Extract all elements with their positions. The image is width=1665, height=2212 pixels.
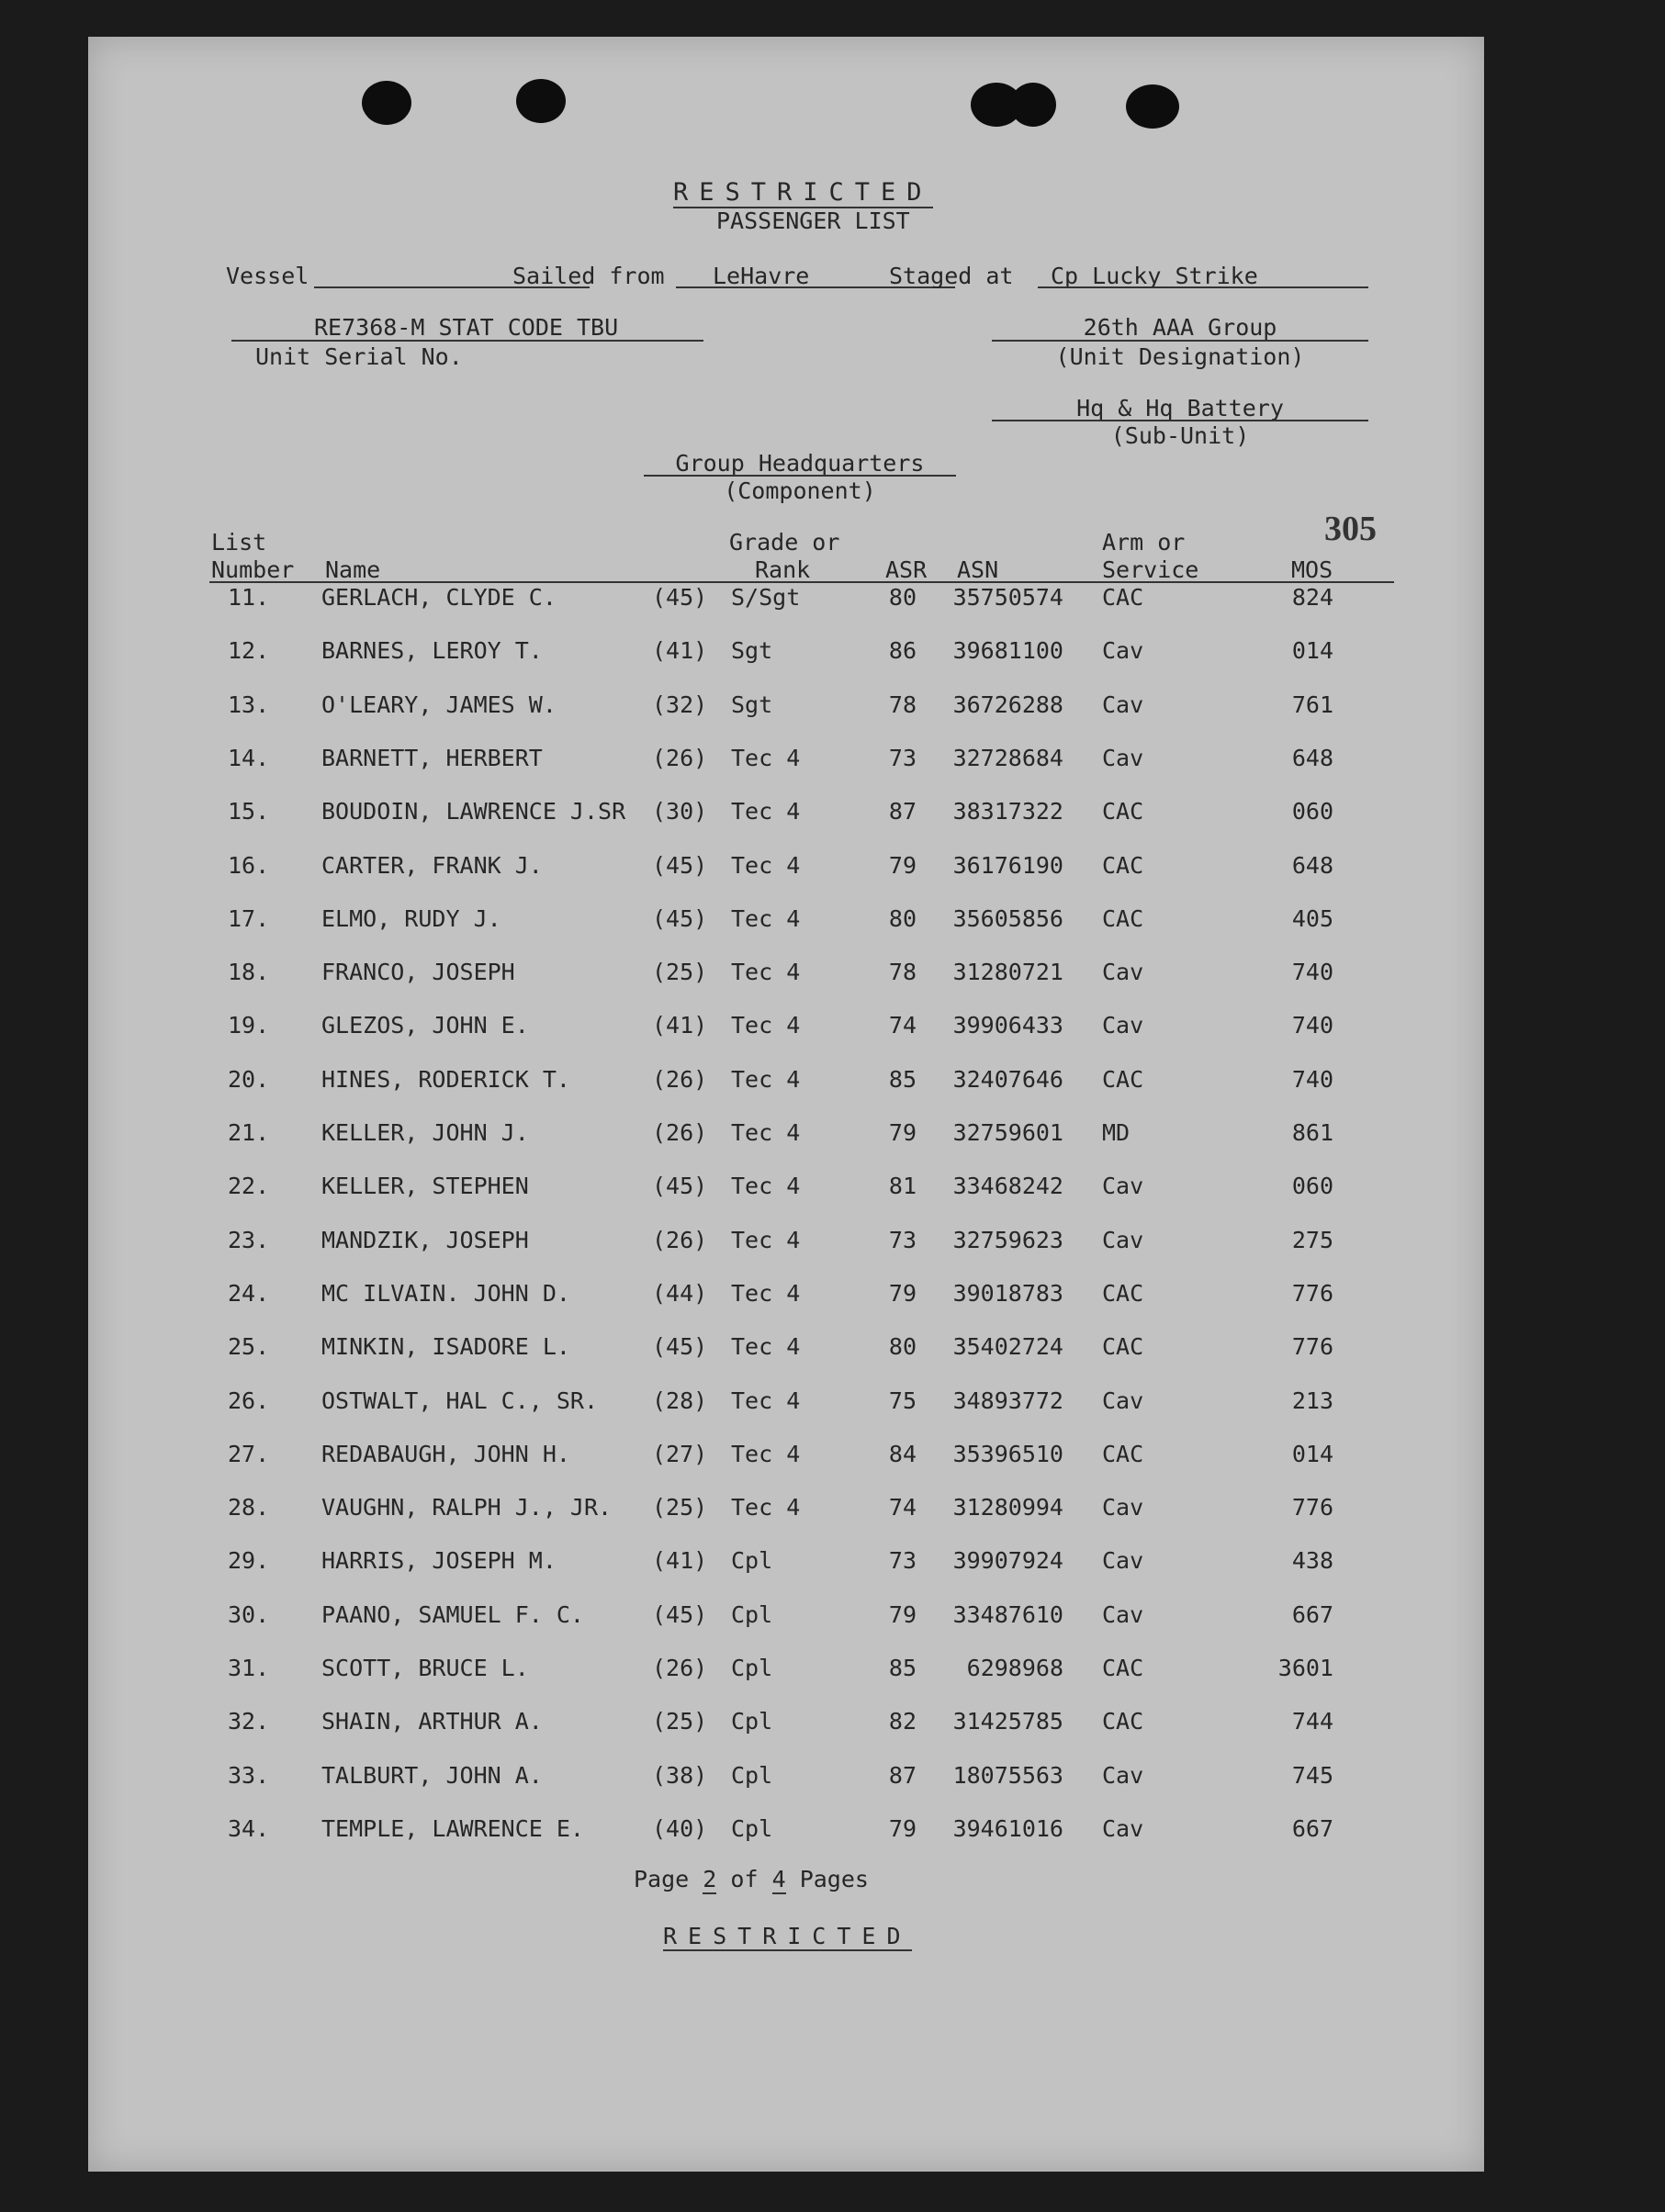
row-asr: 79: [888, 1600, 917, 1628]
row-asr: 78: [888, 959, 917, 986]
row-list-number: 34.: [228, 1814, 270, 1842]
row-name: BARNES, LEROY T.: [321, 637, 543, 665]
row-age: (25): [652, 1494, 708, 1521]
row-grade: Cpl: [731, 1547, 773, 1575]
row-asr: 74: [888, 1494, 917, 1521]
row-name: MANDZIK, JOSEPH: [321, 1226, 529, 1253]
row-list-number: 18.: [228, 959, 270, 986]
row-list-number: 15.: [228, 798, 270, 825]
row-name: KELLER, JOHN J.: [321, 1119, 529, 1146]
row-asr: 84: [888, 1440, 917, 1467]
row-asr: 75: [888, 1387, 917, 1414]
row-asn: 18075563: [952, 1761, 1063, 1789]
punch-hole: [362, 81, 411, 125]
row-list-number: 27.: [228, 1440, 270, 1467]
pages-word: Pages: [799, 1866, 869, 1892]
row-grade: Tec 4: [731, 1333, 801, 1361]
row-age: (30): [652, 798, 708, 825]
row-age: (26): [652, 1655, 708, 1681]
row-asr: 80: [888, 584, 917, 611]
row-grade: Tec 4: [731, 798, 801, 825]
row-asn: 35750574: [952, 584, 1063, 611]
row-list-number: 33.: [228, 1761, 270, 1789]
row-asn: 31280994: [952, 1494, 1063, 1521]
row-grade: Tec 4: [731, 959, 801, 986]
row-asr: 85: [888, 1655, 917, 1681]
row-asr: 81: [888, 1173, 917, 1200]
row-mos: 761: [1291, 691, 1333, 718]
row-arm: CAC: [1102, 1440, 1144, 1467]
row-arm: CAC: [1102, 1279, 1144, 1307]
row-arm: Cav: [1102, 691, 1144, 718]
row-list-number: 16.: [228, 851, 270, 879]
row-mos: 776: [1291, 1279, 1333, 1307]
sub-unit-line: [992, 420, 1368, 421]
restricted-bottom: RESTRICTED: [663, 1923, 912, 1949]
col-name: Name: [325, 556, 381, 583]
row-mos: 648: [1291, 851, 1333, 879]
header-rule: [209, 581, 1394, 583]
row-list-number: 17.: [228, 904, 270, 932]
row-asn: 6298968: [966, 1655, 1063, 1681]
row-age: (26): [652, 1065, 708, 1093]
row-asr: 79: [888, 851, 917, 879]
row-arm: Cav: [1102, 1173, 1144, 1200]
row-mos: 213: [1291, 1387, 1333, 1414]
staged-at-line: [1038, 286, 1368, 288]
row-mos: 648: [1291, 744, 1333, 771]
row-age: (45): [652, 1600, 708, 1628]
row-list-number: 25.: [228, 1333, 270, 1361]
row-asn: 39907924: [952, 1547, 1063, 1575]
row-age: (28): [652, 1387, 708, 1414]
sailed-from-value: LeHavre: [713, 263, 810, 289]
row-asr: 74: [888, 1012, 917, 1039]
row-grade: Tec 4: [731, 1440, 801, 1467]
row-age: (41): [652, 637, 708, 665]
row-asn: 31280721: [952, 959, 1063, 986]
row-arm: CAC: [1102, 1065, 1144, 1093]
punch-hole: [516, 79, 566, 123]
row-name: MINKIN, ISADORE L.: [321, 1333, 570, 1361]
col-list-number-line2: Number: [211, 556, 295, 583]
row-age: (26): [652, 744, 708, 771]
row-list-number: 20.: [228, 1065, 270, 1093]
row-list-number: 29.: [228, 1547, 270, 1575]
unit-serial-value: RE7368-M STAT CODE TBU: [314, 314, 619, 341]
row-mos: 3601: [1277, 1655, 1333, 1681]
row-grade: Cpl: [731, 1708, 773, 1735]
col-arm-line2: Service: [1102, 556, 1199, 583]
row-arm: Cav: [1102, 1012, 1144, 1039]
row-asn: 39906433: [952, 1012, 1063, 1039]
row-list-number: 21.: [228, 1119, 270, 1146]
col-asr: ASR: [885, 556, 928, 583]
row-asr: 73: [888, 1547, 917, 1575]
page-stamp-number: 305: [1324, 510, 1377, 548]
row-name: SHAIN, ARTHUR A.: [321, 1708, 543, 1735]
row-grade: Sgt: [731, 691, 773, 718]
row-list-number: 14.: [228, 744, 270, 771]
row-list-number: 23.: [228, 1226, 270, 1253]
row-age: (45): [652, 584, 708, 611]
row-name: OSTWALT, HAL C., SR.: [321, 1387, 599, 1414]
row-asn: 32759623: [952, 1226, 1063, 1253]
row-grade: Tec 4: [731, 1119, 801, 1146]
row-mos: 740: [1291, 959, 1333, 986]
row-name: SCOTT, BRUCE L.: [321, 1655, 529, 1681]
row-asr: 79: [888, 1119, 917, 1146]
row-asn: 39018783: [952, 1279, 1063, 1307]
row-list-number: 32.: [228, 1708, 270, 1735]
row-name: TALBURT, JOHN A.: [321, 1761, 543, 1789]
col-mos: MOS: [1291, 556, 1333, 583]
row-age: (45): [652, 1333, 708, 1361]
row-mos: 745: [1291, 1761, 1333, 1789]
punch-hole: [1126, 84, 1179, 129]
row-arm: MD: [1102, 1119, 1131, 1146]
row-arm: Cav: [1102, 1387, 1144, 1414]
row-name: ELMO, RUDY J.: [321, 904, 501, 932]
row-mos: 740: [1291, 1012, 1333, 1039]
row-asn: 39461016: [952, 1814, 1063, 1842]
row-name: GLEZOS, JOHN E.: [321, 1012, 529, 1039]
row-mos: 824: [1291, 584, 1333, 611]
row-name: KELLER, STEPHEN: [321, 1173, 529, 1200]
row-asn: 32759601: [952, 1119, 1063, 1146]
row-age: (27): [652, 1440, 708, 1467]
row-grade: Tec 4: [731, 1065, 801, 1093]
row-grade: Tec 4: [731, 1279, 801, 1307]
sub-unit-label: (Sub-Unit): [1110, 422, 1250, 449]
row-grade: Tec 4: [731, 1387, 801, 1414]
row-name: FRANCO, JOSEPH: [321, 959, 515, 986]
row-mos: 740: [1291, 1065, 1333, 1093]
row-name: MC ILVAIN. JOHN D.: [321, 1279, 570, 1307]
row-asn: 35402724: [952, 1333, 1063, 1361]
row-grade: S/Sgt: [731, 584, 801, 611]
row-asn: 33487610: [952, 1600, 1063, 1628]
row-arm: Cav: [1102, 1494, 1144, 1521]
row-arm: CAC: [1102, 904, 1144, 932]
page-indicator: [634, 1866, 869, 1892]
row-asn: 34893772: [952, 1387, 1063, 1414]
row-arm: CAC: [1102, 1333, 1144, 1361]
row-age: (44): [652, 1279, 708, 1307]
row-asn: 39681100: [952, 637, 1063, 665]
row-asn: 35396510: [952, 1440, 1063, 1467]
row-mos: 744: [1291, 1708, 1333, 1735]
page-number: 2: [703, 1866, 717, 1892]
row-asn: 38317322: [952, 798, 1063, 825]
row-arm: Cav: [1102, 1226, 1144, 1253]
row-grade: Tec 4: [731, 1494, 801, 1521]
sub-unit-value: Hq & Hq Battery: [1076, 395, 1284, 421]
row-asr: 73: [888, 1226, 917, 1253]
row-age: (40): [652, 1814, 708, 1842]
row-list-number: 28.: [228, 1494, 270, 1521]
row-asn: 32728684: [952, 744, 1063, 771]
row-name: REDABAUGH, JOHN H.: [321, 1440, 570, 1467]
row-arm: CAC: [1102, 1655, 1144, 1681]
restricted-top: RESTRICTED: [673, 178, 933, 207]
row-arm: Cav: [1102, 1547, 1144, 1575]
row-age: (38): [652, 1761, 708, 1789]
row-arm: CAC: [1102, 851, 1144, 879]
row-list-number: 30.: [228, 1600, 270, 1628]
row-list-number: 13.: [228, 691, 270, 718]
row-name: CARTER, FRANK J.: [321, 851, 543, 879]
row-arm: CAC: [1102, 584, 1144, 611]
row-arm: Cav: [1102, 1600, 1144, 1628]
row-grade: Tec 4: [731, 1012, 801, 1039]
row-grade: Tec 4: [731, 744, 801, 771]
row-mos: 667: [1291, 1600, 1333, 1628]
row-arm: CAC: [1102, 1708, 1144, 1735]
row-age: (26): [652, 1226, 708, 1253]
unit-designation-line: [992, 340, 1368, 342]
row-age: (45): [652, 851, 708, 879]
row-asn: 36176190: [952, 851, 1063, 879]
vessel-label: Vessel: [226, 263, 309, 289]
row-name: TEMPLE, LAWRENCE E.: [321, 1814, 584, 1842]
row-grade: Sgt: [731, 637, 773, 665]
row-grade: Cpl: [731, 1655, 773, 1681]
row-asr: 80: [888, 1333, 917, 1361]
row-grade: Cpl: [731, 1600, 773, 1628]
row-grade: Tec 4: [731, 1226, 801, 1253]
row-asn: 32407646: [952, 1065, 1063, 1093]
row-list-number: 19.: [228, 1012, 270, 1039]
unit-serial-line: [231, 340, 703, 342]
row-list-number: 26.: [228, 1387, 270, 1414]
row-mos: 438: [1291, 1547, 1333, 1575]
row-name: VAUGHN, RALPH J., JR.: [321, 1494, 613, 1521]
row-age: (25): [652, 959, 708, 986]
row-asn: 31425785: [952, 1708, 1063, 1735]
row-asn: 35605856: [952, 904, 1063, 932]
row-age: (26): [652, 1119, 708, 1146]
row-name: BARNETT, HERBERT: [321, 744, 543, 771]
row-arm: Cav: [1102, 637, 1144, 665]
row-list-number: 22.: [228, 1173, 270, 1200]
sailed-from-label: Sailed from: [512, 263, 665, 289]
row-grade: Cpl: [731, 1761, 773, 1789]
row-name: PAANO, SAMUEL F. C.: [321, 1600, 584, 1628]
row-arm: Cav: [1102, 959, 1144, 986]
row-mos: 014: [1291, 1440, 1333, 1467]
col-grade-line2: Rank: [755, 556, 811, 583]
row-age: (41): [652, 1547, 708, 1575]
component-label: (Component): [724, 477, 876, 504]
row-arm: CAC: [1102, 798, 1144, 825]
row-asr: 87: [888, 798, 917, 825]
row-mos: 776: [1291, 1333, 1333, 1361]
unit-serial-label: Unit Serial No.: [255, 343, 463, 370]
row-arm: Cav: [1102, 744, 1144, 771]
row-asr: 82: [888, 1708, 917, 1735]
row-age: (25): [652, 1708, 708, 1735]
of-word: of: [730, 1866, 759, 1892]
row-grade: Cpl: [731, 1814, 773, 1842]
row-asr: 79: [888, 1279, 917, 1307]
row-arm: Cav: [1102, 1814, 1144, 1842]
col-grade-line1: Grade or: [729, 529, 840, 556]
staged-at-value: Cp Lucky Strike: [1051, 263, 1258, 289]
row-mos: 776: [1291, 1494, 1333, 1521]
component-value: Group Headquarters: [675, 450, 925, 477]
row-age: (41): [652, 1012, 708, 1039]
row-name: GERLACH, CLYDE C.: [321, 584, 557, 611]
col-asn: ASN: [957, 556, 999, 583]
row-mos: 405: [1291, 904, 1333, 932]
row-mos: 667: [1291, 1814, 1333, 1842]
staged-at-label: Staged at: [889, 263, 1014, 289]
row-mos: 861: [1291, 1119, 1333, 1146]
component-line: [644, 475, 956, 477]
unit-designation-label: (Unit Designation): [1055, 343, 1305, 370]
document-page: [88, 37, 1484, 2172]
document-title: PASSENGER LIST: [716, 208, 910, 234]
row-list-number: 24.: [228, 1279, 270, 1307]
row-asr: 80: [888, 904, 917, 932]
row-name: HARRIS, JOSEPH M.: [321, 1547, 557, 1575]
row-asr: 79: [888, 1814, 917, 1842]
row-age: (45): [652, 1173, 708, 1200]
row-asr: 86: [888, 637, 917, 665]
row-asn: 36726288: [952, 691, 1063, 718]
page-total: 4: [771, 1866, 786, 1892]
row-list-number: 12.: [228, 637, 270, 665]
row-grade: Tec 4: [731, 1173, 801, 1200]
row-mos: 014: [1291, 637, 1333, 665]
row-mos: 275: [1291, 1226, 1333, 1253]
row-arm: Cav: [1102, 1761, 1144, 1789]
row-list-number: 31.: [228, 1655, 270, 1681]
unit-designation-value: 26th AAA Group: [1083, 314, 1277, 341]
row-grade: Tec 4: [731, 904, 801, 932]
punch-hole: [1010, 83, 1056, 127]
row-age: (45): [652, 904, 708, 932]
col-list-number-line1: List: [211, 529, 267, 556]
row-name: HINES, RODERICK T.: [321, 1065, 570, 1093]
row-list-number: 11.: [228, 584, 270, 611]
row-mos: 060: [1291, 1173, 1333, 1200]
row-asr: 78: [888, 691, 917, 718]
row-asr: 73: [888, 744, 917, 771]
row-asr: 85: [888, 1065, 917, 1093]
page-word: Page: [634, 1866, 690, 1892]
col-arm-line1: Arm or: [1102, 529, 1186, 556]
row-name: O'LEARY, JAMES W.: [321, 691, 557, 718]
row-grade: Tec 4: [731, 851, 801, 879]
row-name: BOUDOIN, LAWRENCE J.SR: [321, 798, 626, 825]
row-asr: 87: [888, 1761, 917, 1789]
row-age: (32): [652, 691, 708, 718]
row-asn: 33468242: [952, 1173, 1063, 1200]
row-mos: 060: [1291, 798, 1333, 825]
